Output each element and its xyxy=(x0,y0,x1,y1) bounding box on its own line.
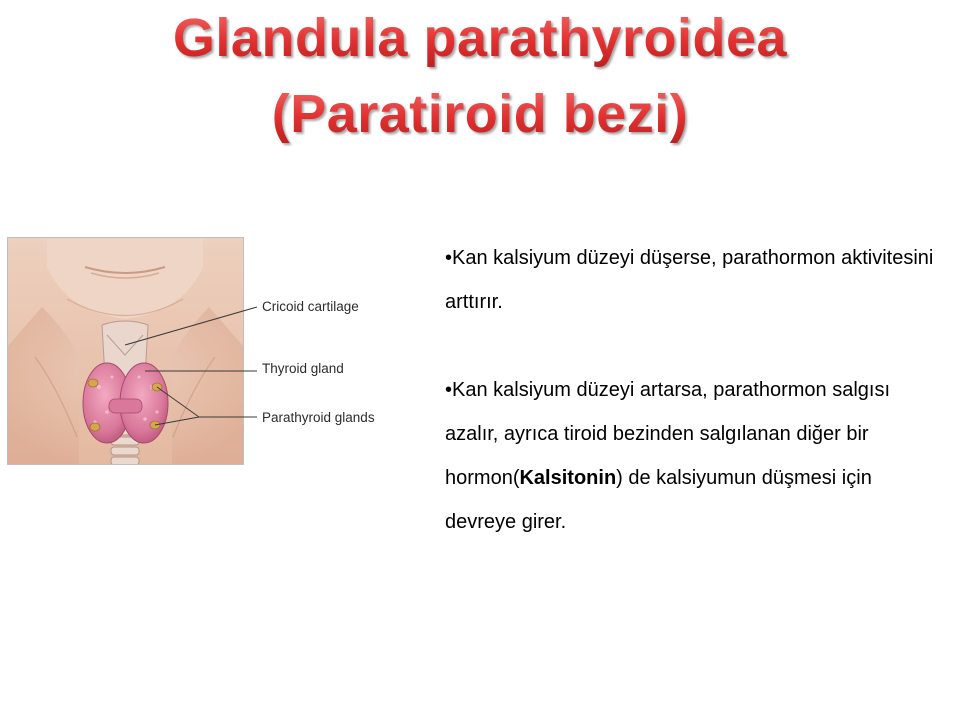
bullet-1-text: Kan kalsiyum düzeyi düşerse, parathormon aktivitesini arttırır. xyxy=(445,247,934,313)
neck-image xyxy=(7,237,244,465)
label-parathyroid-glands: Parathyroid glands xyxy=(262,410,375,425)
neck-illustration xyxy=(7,237,402,465)
title-line-1: Glandula parathyroidea xyxy=(0,6,960,70)
label-cricoid-cartilage: Cricoid cartilage xyxy=(262,299,359,314)
slide-title xyxy=(0,6,960,146)
bullet-2-text-after: ) de kalsiyumun düşmesi için devreye girer. xyxy=(445,467,872,533)
parathyroid-anatomy-figure xyxy=(7,237,402,465)
body-text xyxy=(445,236,945,544)
bullet-marker: • xyxy=(445,379,453,401)
bullet-1 xyxy=(445,236,945,324)
label-thyroid-gland: Thyroid gland xyxy=(262,361,344,376)
title-line-2: (Paratiroid bezi) xyxy=(0,82,960,146)
bullet-marker: • xyxy=(445,247,453,269)
bullet-2-text-before: Kan kalsiyum düzeyi artarsa, parathormon salgısı azalır, ayrıca tiroid bezinden salgılanan diğer bir hormon( xyxy=(445,379,890,489)
bullet-2-bold-term: Kalsitonin xyxy=(519,467,617,489)
bullet-2 xyxy=(445,368,945,544)
